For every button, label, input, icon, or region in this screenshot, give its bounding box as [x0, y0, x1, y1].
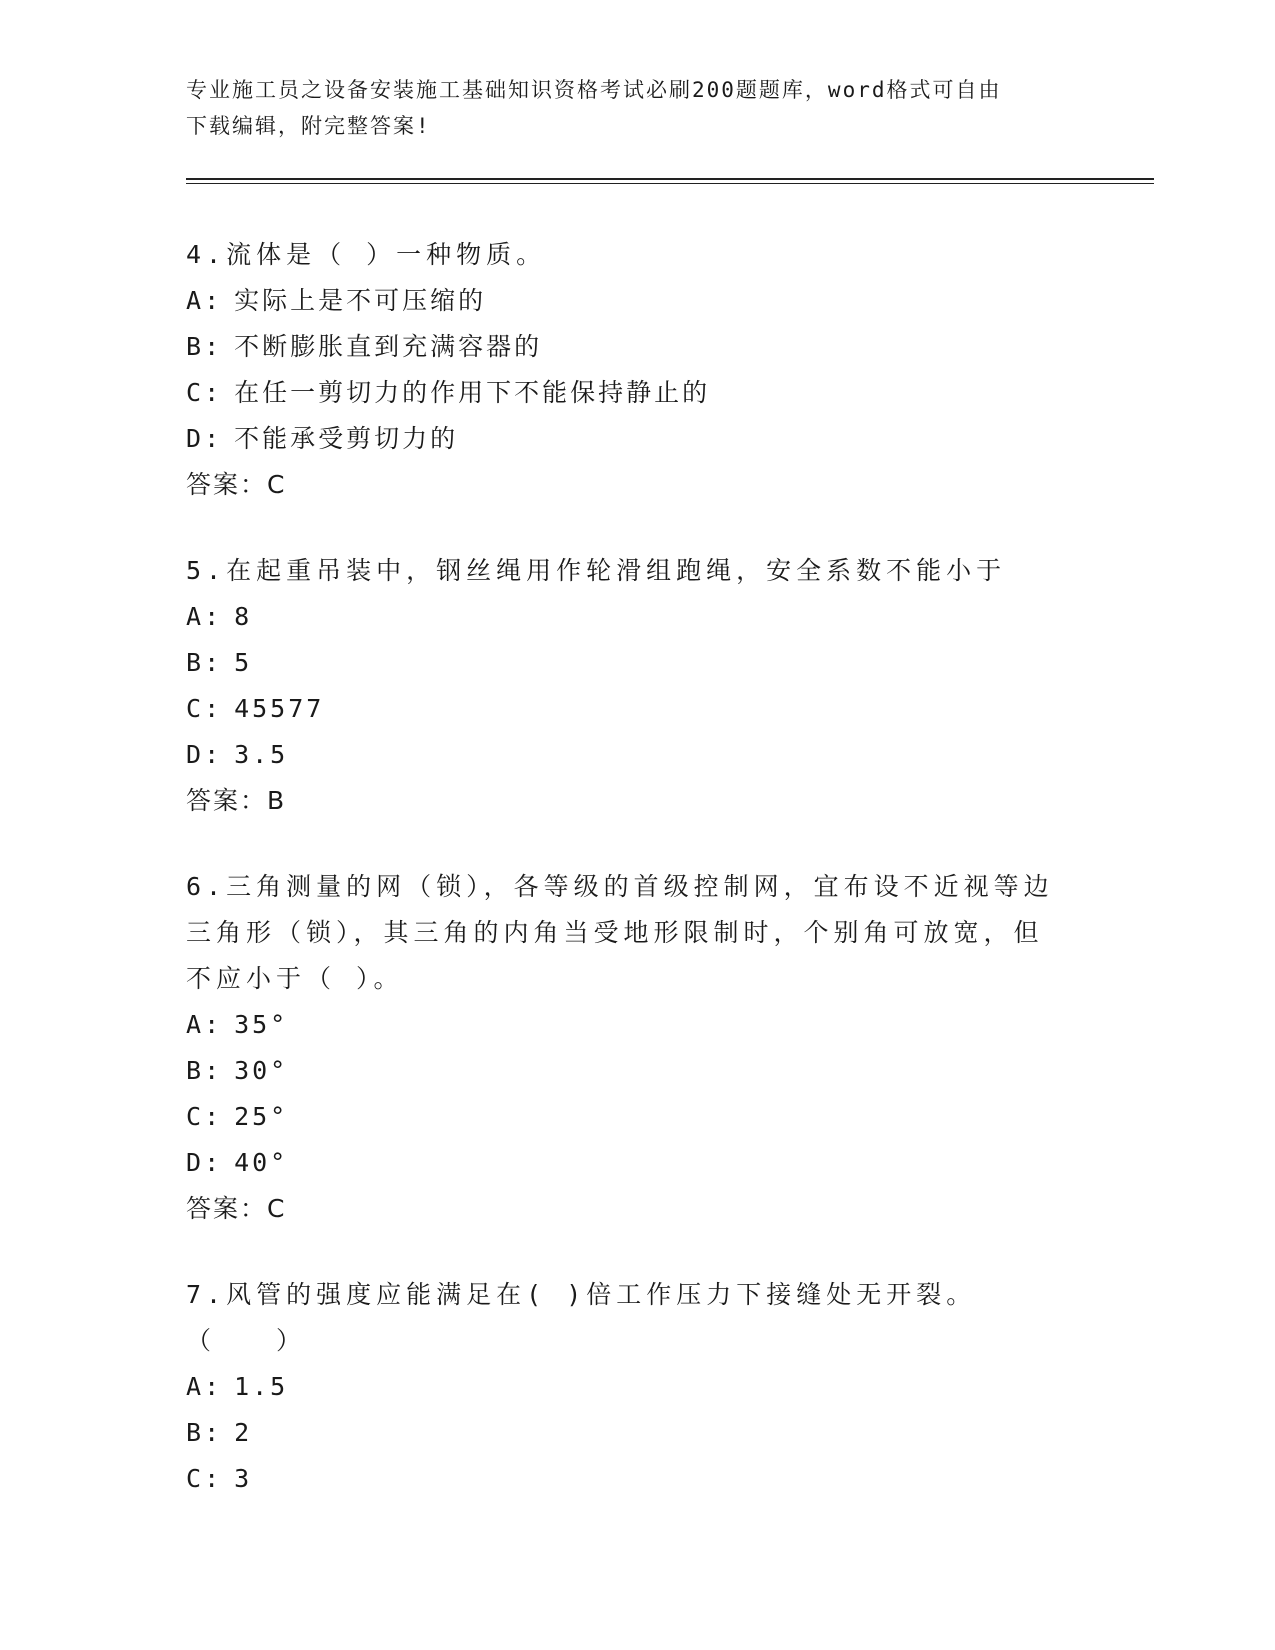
header-line-1: 专业施工员之设备安装施工基础知识资格考试必刷200题题库，word格式可自由: [186, 78, 1002, 102]
option-separator: :: [204, 740, 223, 769]
option-text: 8: [234, 602, 253, 631]
question-block: [186, 864, 1066, 1232]
option-item: [186, 594, 1066, 640]
option-letter: D: [186, 424, 205, 453]
option-separator: :: [204, 1102, 223, 1131]
option-separator: :: [204, 602, 223, 631]
option-text: 1.5: [234, 1372, 289, 1401]
option-item: [186, 1140, 1066, 1186]
answer-line: [186, 778, 1066, 824]
answer-label: 答案：: [186, 470, 268, 499]
option-text: 3: [234, 1464, 253, 1493]
option-list: [186, 1002, 1066, 1186]
option-list: [186, 278, 1066, 462]
option-text: 3.5: [234, 740, 289, 769]
option-separator: :: [204, 1464, 223, 1493]
option-item: [186, 416, 1066, 462]
option-separator: :: [204, 694, 223, 723]
option-letter: B: [186, 332, 205, 361]
option-letter: B: [186, 1056, 205, 1085]
option-letter: B: [186, 1418, 205, 1447]
option-letter: C: [186, 378, 205, 407]
option-item: [186, 686, 1066, 732]
answer-line: [186, 1186, 1066, 1232]
option-item: [186, 1048, 1066, 1094]
question-stem: 6.三角测量的网（锁），各等级的首级控制网，宜布设不近视等边三角形（锁），其三角的内角当受地形限制时，个别角可放宽，但不应小于（ ）。: [186, 872, 1054, 993]
question-block: [186, 1272, 1066, 1502]
answer-value: C: [267, 470, 287, 499]
option-item: [186, 1002, 1066, 1048]
option-letter: A: [186, 286, 205, 315]
option-item: [186, 324, 1066, 370]
option-text: 35°: [234, 1010, 289, 1039]
question-block: [186, 548, 1066, 824]
option-text: 25°: [234, 1102, 289, 1131]
option-item: [186, 370, 1066, 416]
option-separator: :: [204, 1418, 223, 1447]
answer-line: [186, 462, 1066, 508]
option-letter: A: [186, 1010, 205, 1039]
option-separator: :: [204, 1056, 223, 1085]
option-text: 5: [234, 648, 253, 677]
option-text: 不能承受剪切力的: [234, 424, 459, 453]
document-header: [186, 72, 1066, 144]
answer-value: B: [267, 786, 287, 815]
option-item: [186, 732, 1066, 778]
option-letter: A: [186, 1372, 205, 1401]
option-text: 40°: [234, 1148, 289, 1177]
option-item: [186, 278, 1066, 324]
answer-label: 答案：: [186, 1194, 268, 1223]
answer-label: 答案：: [186, 786, 268, 815]
answer-value: C: [267, 1194, 287, 1223]
option-item: [186, 1094, 1066, 1140]
option-text: 在任一剪切力的作用下不能保持静止的: [234, 378, 711, 407]
option-separator: :: [204, 1010, 223, 1039]
question-stem: 7.风管的强度应能满足在( )倍工作压力下接缝处无开裂。（ ）: [186, 1280, 977, 1355]
option-item: [186, 1364, 1066, 1410]
option-text: 30°: [234, 1056, 289, 1085]
question-stem: 5.在起重吊装中，钢丝绳用作轮滑组跑绳，安全系数不能小于: [186, 556, 1007, 585]
option-letter: C: [186, 694, 205, 723]
option-separator: :: [204, 332, 223, 361]
option-separator: :: [204, 648, 223, 677]
option-item: [186, 640, 1066, 686]
question-list: [186, 232, 1066, 1542]
option-text: 实际上是不可压缩的: [234, 286, 487, 315]
option-separator: :: [204, 1148, 223, 1177]
option-text: 45577: [234, 694, 325, 723]
option-separator: :: [204, 1372, 223, 1401]
question-block: [186, 232, 1066, 508]
option-separator: :: [204, 286, 223, 315]
option-item: [186, 1456, 1066, 1502]
header-divider-bottom: [186, 183, 1154, 184]
option-text: 2: [234, 1418, 253, 1447]
option-separator: :: [204, 378, 223, 407]
question-stem: 4.流体是（ ）一种物质。: [186, 240, 547, 269]
option-separator: :: [204, 424, 223, 453]
option-list: [186, 1364, 1066, 1502]
header-line-2: 下载编辑，附完整答案!: [186, 114, 431, 138]
option-letter: D: [186, 740, 205, 769]
option-letter: A: [186, 602, 205, 631]
option-item: [186, 1410, 1066, 1456]
option-letter: B: [186, 648, 205, 677]
option-text: 不断膨胀直到充满容器的: [234, 332, 543, 361]
option-letter: C: [186, 1464, 205, 1493]
option-list: [186, 594, 1066, 778]
option-letter: D: [186, 1148, 205, 1177]
option-letter: C: [186, 1102, 205, 1131]
header-divider-top: [186, 178, 1154, 180]
